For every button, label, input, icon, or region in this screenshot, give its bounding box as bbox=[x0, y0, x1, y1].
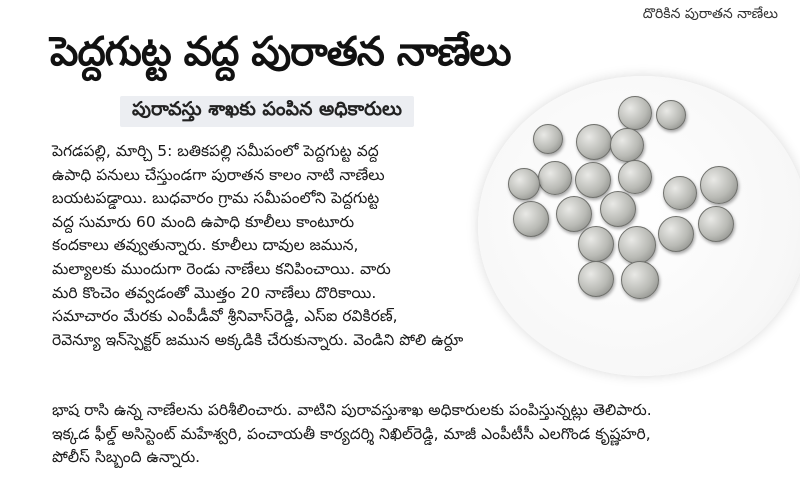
article-line: వద్ద సుమారు 60 మంది ఉపాధి కూలీలు కాంటూరు bbox=[52, 212, 355, 231]
coin bbox=[621, 261, 659, 299]
coin bbox=[698, 206, 734, 242]
coin bbox=[538, 161, 572, 195]
coin bbox=[578, 261, 614, 297]
article-line: ఉపాధి పనులు చేస్తుండగా పురాతన కాలం నాటి నాణేలు bbox=[52, 165, 385, 184]
article-body-full-width bbox=[52, 399, 782, 470]
coin-photo bbox=[478, 76, 800, 376]
article-line: ఇక్కడ ఫీల్డ్ అసిస్టెంట్ మహేశ్వరి, పంచాయతీ కార్యదర్శి నిఖిల్‌రెడ్డి, మాజీ ఎంపీటీసీ ఎలగొండ కృష్ణహరి, bbox=[52, 424, 651, 443]
coin bbox=[508, 168, 540, 200]
coin bbox=[533, 124, 563, 154]
subheadline: పురావస్తు శాఖకు పంపిన అధికారులు bbox=[120, 96, 414, 127]
coin bbox=[556, 196, 592, 232]
article-line: మల్యాలకు ముందుగా రెండు నాణేలు కనిపించాయి. వారు bbox=[52, 259, 391, 278]
article-line: భాష రాసి ఉన్న నాణేలను పరిశీలించారు. వాటిని పురావస్తుశాఖ అధికారులకు పంపిస్తున్నట్లు తెలిపారు. bbox=[52, 401, 652, 419]
article-line: కందకాలు తవ్వుతున్నారు. కూలీలు దావుల జమున, bbox=[52, 236, 359, 255]
coin bbox=[576, 124, 612, 160]
article-body bbox=[52, 140, 472, 352]
coin bbox=[658, 216, 694, 252]
coin bbox=[600, 191, 636, 227]
article-line: మరి కొంచెం తవ్వడంతో మొత్తం 20 నాణేలు దొరికాయి. bbox=[52, 283, 377, 302]
coin bbox=[618, 226, 656, 264]
coin bbox=[578, 226, 614, 262]
coin bbox=[513, 201, 549, 237]
article-line: పెగడపల్లి, మార్చి 5: బతికపల్లి సమీపంలో పెద్దగుట్ట వద్ద bbox=[52, 142, 379, 160]
article-line: సమాచారం మేరకు ఎంపీడీవో శ్రీనివాస్‌రెడ్డి, ఎస్ఐ రవికిరణ్, bbox=[52, 307, 398, 326]
article-line: పోలీస్ సిబ్బంది ఉన్నారు. bbox=[52, 448, 201, 467]
coin bbox=[575, 162, 611, 198]
coin bbox=[618, 160, 652, 194]
coin bbox=[610, 128, 644, 162]
coin bbox=[656, 100, 686, 130]
coin bbox=[663, 176, 697, 210]
photo-caption: దొరికిన పురాతన నాణేలు bbox=[642, 6, 778, 22]
coin bbox=[700, 166, 738, 204]
coin bbox=[618, 96, 652, 130]
article-line: రెవెన్యూ ఇన్‌స్పెక్టర్ జమున అక్కడికి చేరుకున్నారు. వెండిని పోలి ఉర్దూ bbox=[52, 330, 464, 349]
article-line: బయటపడ్డాయి. బుధవారం గ్రామ సమీపంలోని పెద్దగుట్ట bbox=[52, 189, 380, 208]
headline: పెద్దగుట్ట వద్ద పురాతన నాణేలు bbox=[50, 29, 511, 75]
